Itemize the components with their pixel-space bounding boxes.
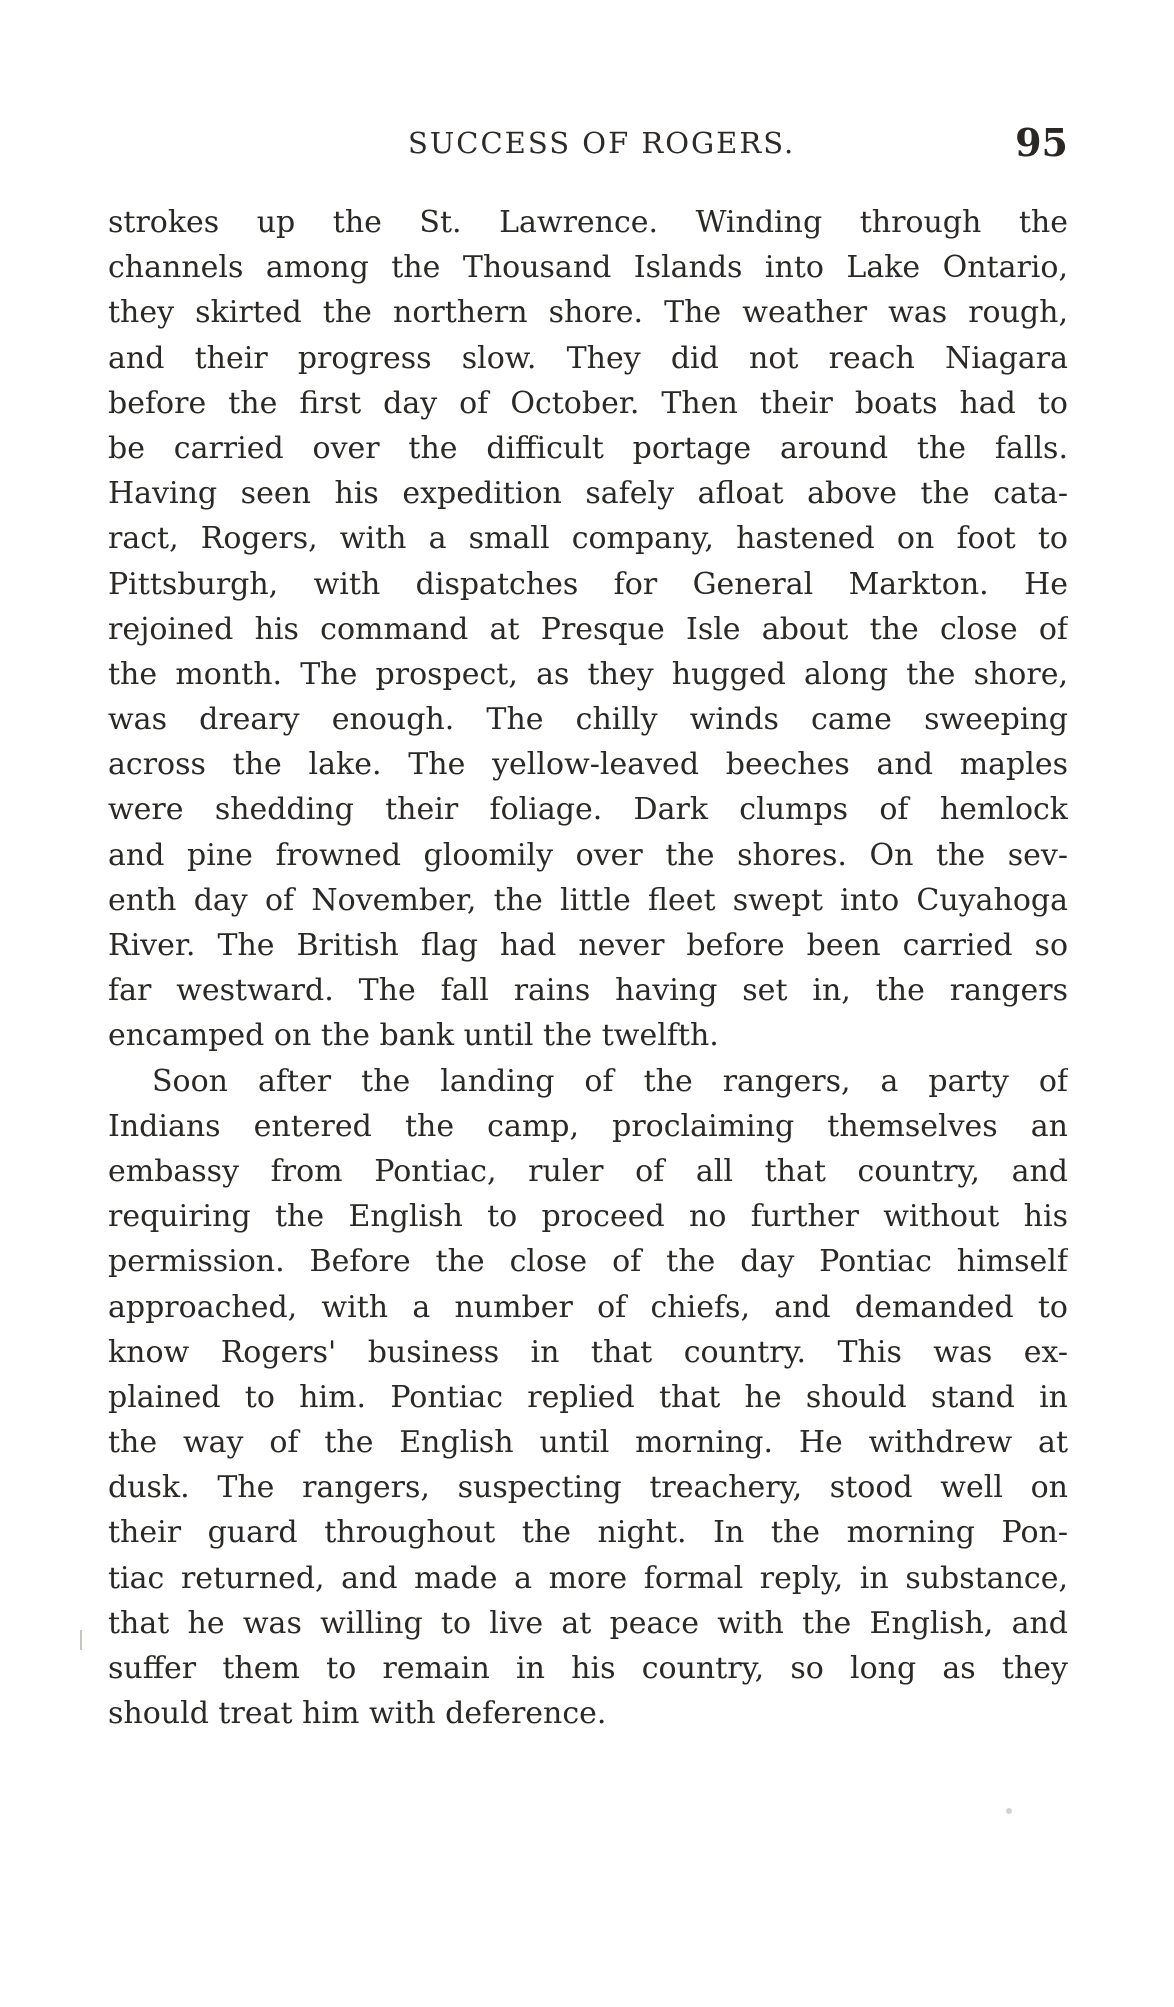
text-line: Indians entered the camp, proclaiming themselves an [108, 1108, 1068, 1144]
text-line: the month. The prospect, as they hugged along the shore, [108, 656, 1068, 692]
text-line: River. The British flag had never before been carried so [108, 928, 1068, 963]
text-line: Pittsburgh, with dispatches for General Markton. He [108, 566, 1068, 602]
text-line: plained to him. Pontiac replied that he should stand in [108, 1379, 1068, 1415]
text-line: embassy from Pontiac, ruler of all that country, and [108, 1153, 1068, 1189]
page-header [108, 118, 1068, 178]
text-line: dusk. The rangers, suspecting treachery, stood well on [108, 1470, 1068, 1506]
text-line: across the lake. The yellow-leaved beeches and maples [108, 747, 1068, 783]
text-line: was dreary enough. The chilly winds came sweeping [108, 702, 1068, 738]
running-head: SUCCESS OF ROGERS. [408, 126, 796, 160]
paragraph-1 [108, 200, 1068, 1059]
text-line: Soon after the landing of the rangers, a party of [152, 1063, 1068, 1099]
text-line: encamped on the bank until the twelfth. [108, 1018, 719, 1054]
text-line: suffer them to remain in his country, so long as they [108, 1651, 1068, 1686]
body-text [108, 200, 1068, 1736]
text-line: before the first day of October. Then their boats had to [108, 385, 1068, 421]
text-line: should treat him with deference. [108, 1696, 607, 1732]
text-line: know Rogers' business in that country. This was ex- [108, 1334, 1068, 1370]
text-line: strokes up the St. Lawrence. Winding through the [108, 205, 1068, 240]
text-line: the way of the English until morning. He withdrew at [108, 1425, 1068, 1461]
text-line: far westward. The fall rains having set in, the rangers [108, 973, 1068, 1009]
text-line: enth day of November, the little fleet swept into Cuyahoga [108, 882, 1068, 918]
text-line: their guard throughout the night. In the morning Pon- [108, 1515, 1068, 1551]
text-line: ract, Rogers, with a small company, hastened on foot to [108, 521, 1068, 557]
text-line: be carried over the difficult portage around the falls. [108, 430, 1068, 466]
text-line: were shedding their foliage. Dark clumps of hemlock [108, 792, 1068, 828]
text-line: tiac returned, and made a more formal reply, in substance, [108, 1560, 1068, 1596]
text-line: Having seen his expedition safely afloat above the cata- [108, 476, 1068, 512]
book-page [108, 118, 1068, 1732]
text-line: approached, with a number of chiefs, and demanded to [108, 1289, 1068, 1325]
text-line: channels among the Thousand Islands into Lake Ontario, [108, 250, 1068, 286]
text-line: they skirted the northern shore. The weather was rough, [108, 295, 1068, 331]
paper-speck [1006, 1808, 1012, 1814]
text-line: that he was willing to live at peace with the English, and [108, 1605, 1068, 1641]
text-line: permission. Before the close of the day Pontiac himself [108, 1244, 1068, 1280]
text-line: and pine frowned gloomily over the shores. On the sev- [108, 837, 1068, 873]
page-number: 95 [1015, 120, 1068, 165]
margin-mark [80, 1630, 82, 1650]
text-line: rejoined his command at Presque Isle about the close of [108, 611, 1068, 647]
paragraph-2 [108, 1059, 1068, 1737]
text-line: requiring the English to proceed no further without his [108, 1199, 1068, 1235]
text-line: and their progress slow. They did not reach Niagara [108, 340, 1068, 376]
